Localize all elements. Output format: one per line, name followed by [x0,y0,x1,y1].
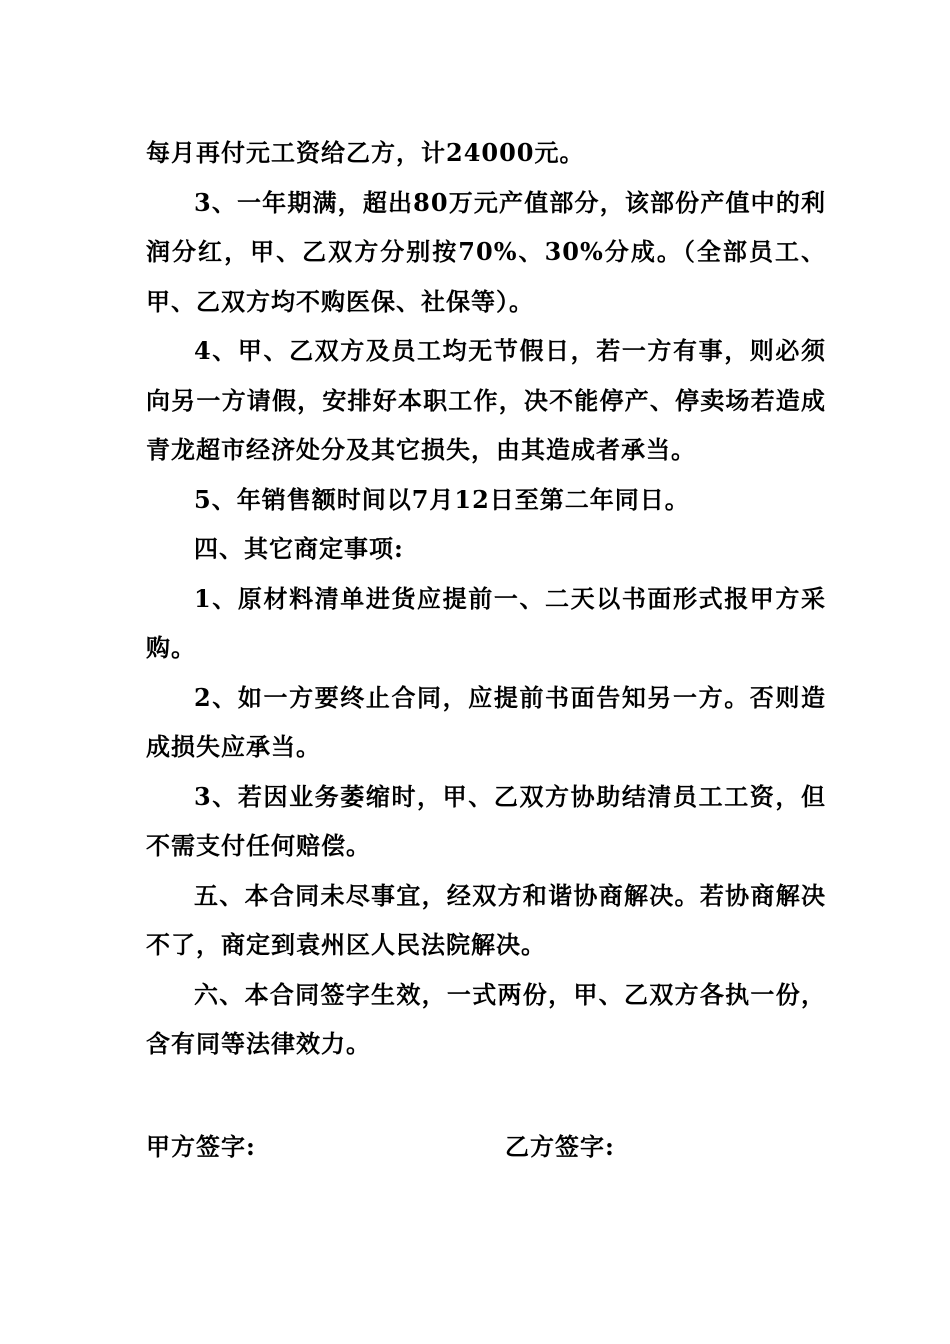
section-4-item-1: 1、原材料清单进货应提前一、二天以书面形式报甲方采购。 [146,583,826,662]
section-4-item-3: 3、若因业务萎缩时，甲、乙双方协助结清员工工资，但不需支付任何赔偿。 [146,781,826,860]
party-b-signature-label: 乙方签字: [505,1132,615,1161]
clause-5-sales-period: 5、年销售额时间以7月12日至第二年同日。 [194,484,690,514]
contract-body [146,128,826,1069]
signature-block [146,1122,826,1172]
paragraph-continuation: 每月再付元工资给乙方，计24000元。 [146,138,585,167]
section-4-item-2: 2、如一方要终止合同，应提前书面告知另一方。否则造成损失应承当。 [146,682,826,761]
clause-4-holidays: 4、甲、乙双方及员工均无节假日，若一方有事，则必须向另一方请假，安排好本职工作，决不能停产、停卖场若造成青龙超市经济处分及其它损失，由其造成者承当。 [146,336,826,464]
section-4-heading: 四、其它商定事项: [194,534,404,563]
clause-3-profit-sharing: 3、一年期满，超出80万元产值部分，该部份产值中的利润分红，甲、乙双方分别按70%、30%分成。（全部员工、甲、乙双方均不购医保、社保等）。 [146,187,826,316]
section-6-effect: 六、本合同签字生效，一式两份，甲、乙双方各执一份，含有同等法律效力。 [146,979,826,1058]
section-5-disputes: 五、本合同未尽事宜，经双方和谐协商解决。若协商解决不了，商定到袁州区人民法院解决。 [146,880,826,959]
party-a-signature-label: 甲方签字: [146,1132,256,1161]
